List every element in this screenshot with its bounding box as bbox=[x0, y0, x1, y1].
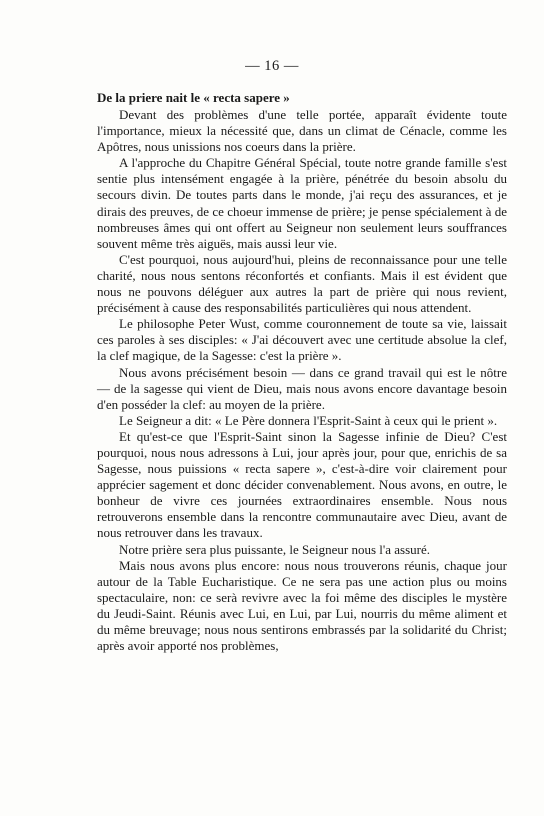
page-number: — 16 — bbox=[245, 58, 299, 74]
paragraph: Le philosophe Peter Wust, comme couronnement de toute sa vie, laissait ces paroles à ses disciples: « J'ai découvert avec une certitude absolue la clef, la clef magique, de la Sagesse: c'est la prière ». bbox=[97, 316, 507, 364]
paragraph: Le Seigneur a dit: « Le Père donnera l'Esprit-Saint à ceux qui le prient ». bbox=[119, 412, 498, 428]
section-heading: De la priere nait le « recta sapere » bbox=[97, 90, 290, 105]
paragraph: Notre prière sera plus puissante, le Seigneur nous l'a assuré. bbox=[119, 541, 431, 557]
paragraph: Nous avons précisément besoin — dans ce grand travail qui est le nôtre — de la sagesse qui vient de Dieu, mais nous avons encore davantage besoin d'en posséder la clef: au moyen de la prière. bbox=[97, 364, 507, 412]
paragraph: C'est pourquoi, nous aujourd'hui, pleins de reconnaissance pour une telle charité, nous nous sentons réconfortés et confiants. Mais il est évident que nous ne pouvons déléguer aux autres la part de prière qui nous revient, précisément à cause des responsabilités particulières qui nous attendent. bbox=[97, 251, 507, 316]
paragraph: Mais nous avons plus encore: nous nous trouverons réunis, chaque jour autour de la Table Eucharistique. Ce ne sera pas une action plus ou moins spectaculaire, non: ce serà revivre avec la foi même des disciples le mystère du Jeudi-Saint. Réunis avec Lui, en Lui, par Lui, nourris du même aliment et du même breuvage; nous nous sentirons embrassés par la solidarité du Christ; après avoir apporté nos problèmes, bbox=[97, 557, 507, 654]
paragraph: A l'approche du Chapitre Général Spécial, toute notre grande famille s'est sentie plus intensément engagée à la prière, pénétrée du besoin absolu du secours divin. De toutes parts dans le monde, j'ai reçu des assurances, et je dirais des preuves, de ce choeur immense de prière; je pense spécialement à de nombreuses âmes qui ont offert au Seigneur non seulement leurs souffrances souvent même très aiguës, mais aussi leur vie. bbox=[97, 155, 507, 251]
paragraph: Devant des problèmes d'une telle portée, apparaît évidente toute l'importance, mieux la nécessité que, dans un climat de Cénacle, comme les Apôtres, nous unissions nos coeurs dans la prière. bbox=[97, 107, 507, 155]
paragraph: Et qu'est-ce que l'Esprit-Saint sinon la Sagesse infinie de Dieu? C'est pourquoi, nous nous adressons à Lui, jour après jour, pour que, enrichis de sa Sagesse, nous puissions « recta sapere », c'est-à-dire voir clairement pour apprécier sagement et donc décider convenablement. Nous avons, en outre, le bonheur de vivre ces journées extraordinaires ensemble. Nous nous retrouverons ensemble dans la rencontre communautaire avec Dieu, avant de nous retrouver dans les travaux. bbox=[97, 428, 507, 541]
body-text bbox=[97, 107, 507, 654]
